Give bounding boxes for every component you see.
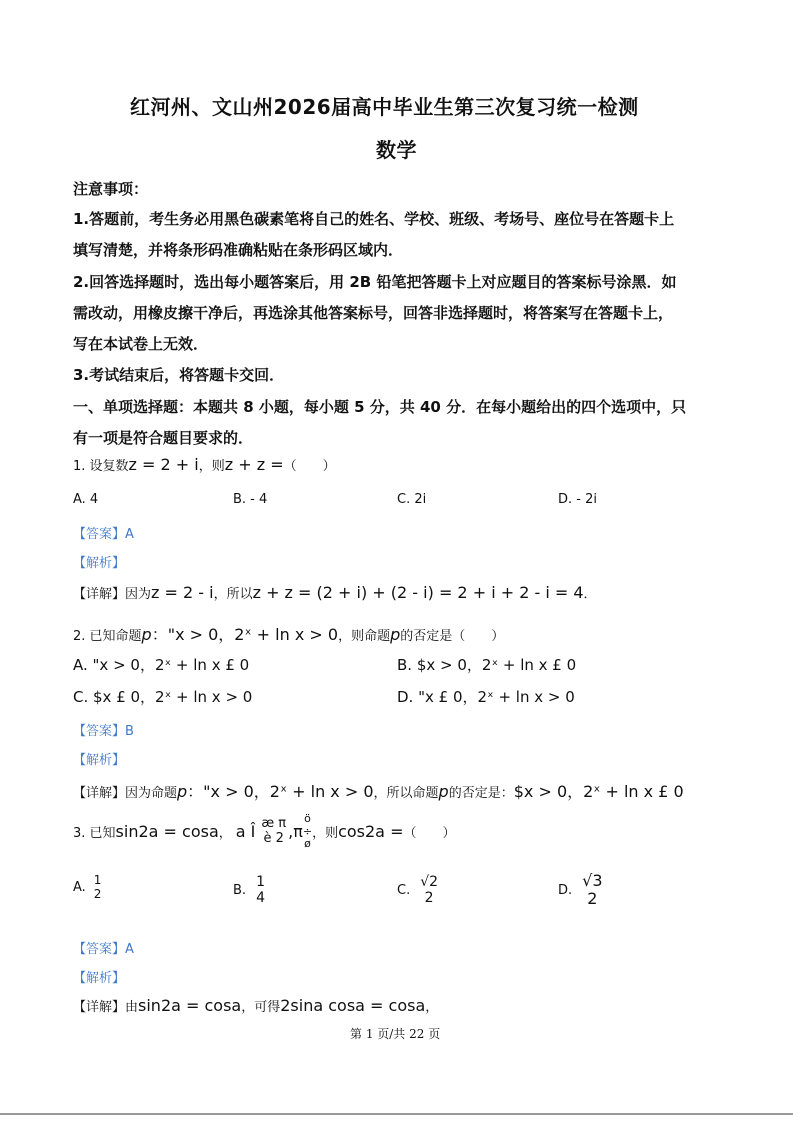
q3-detail-post: ， [425, 1000, 439, 1015]
q1-detail-mid: ，所以 [213, 587, 253, 602]
q1-math-z: z = 2 + i [128, 455, 199, 474]
q3-interval-left-bottom: è 2 [263, 830, 284, 846]
q1-math-sum: z + z = [224, 455, 284, 474]
q2-answer: 【答案】B [73, 724, 134, 739]
q3-option-a-den: 2 [93, 886, 102, 901]
q3-option-c-fraction [418, 874, 440, 906]
q2-p-symbol: p [141, 625, 152, 644]
q2-option-b: B. $x > 0，2ˣ + ln x £ 0 [397, 656, 577, 674]
q3-detail [73, 996, 438, 1015]
q3-option-c [397, 874, 440, 906]
q3-option-c-num: √2 [420, 874, 439, 890]
page-number: 第 1 页/共 22 页 [350, 1027, 441, 1041]
q1-answer: 【答案】A [73, 527, 134, 542]
q1-detail [73, 583, 597, 602]
q2-stem-pre: 2. 已知命题 [73, 629, 142, 644]
q1-stem-mid: ，则 [198, 459, 225, 474]
q1-stem-pre: 1. 设复数 [73, 459, 129, 474]
q3-option-d-den: 2 [587, 889, 598, 909]
q3-interval-left [259, 817, 288, 847]
q3-option-b [233, 874, 267, 906]
q3-interval-right-mid: ÷ [302, 824, 313, 838]
q3-interval-left-top: æ π [261, 816, 287, 832]
q3-analysis-label: 【解析】 [73, 971, 126, 986]
q1-option-b: B. - 4 [233, 492, 268, 507]
q3-option-c-label: C. [397, 882, 411, 898]
q3-option-d [558, 872, 605, 909]
q3-math-cos2a: cos2a = [338, 822, 404, 842]
q2-detail-math1: ："x > 0，2ˣ + ln x > 0 [187, 782, 374, 801]
q3-option-c-den: 2 [424, 890, 434, 907]
notice-item1-line1: 1.答题前，考生务必用黑色碳素笔将自己的姓名、学校、班级、考场号、座位号在答题卡上 [73, 210, 675, 228]
q3-math-alpha-in: a Î [235, 822, 256, 842]
q3-option-b-den: 4 [256, 890, 265, 907]
q1-detail-post: ． [583, 587, 597, 602]
subject-title: 数学 [376, 138, 417, 162]
q2-option-d: D. "x £ 0，2ˣ + ln x > 0 [397, 688, 575, 706]
q2-stem-post: 的否定是（ ） [400, 629, 505, 644]
q3-option-d-fraction [580, 872, 604, 909]
q3-option-a-label: A. [73, 880, 86, 896]
q3-interval-right-bottom: ø [304, 837, 311, 851]
q3-interval-pi: ,π [288, 822, 303, 842]
q3-option-d-num: √3 [582, 871, 603, 890]
question-3-stem [73, 813, 456, 851]
q2-detail-p-2: p [438, 782, 449, 801]
q2-option-c: C. $x £ 0，2ˣ + ln x > 0 [73, 688, 253, 706]
q3-option-d-label: D. [558, 882, 573, 898]
q3-stem-post: （ ） [403, 826, 456, 842]
exam-title: 红河州、文山州2026届高中毕业生第三次复习统一检测 [130, 95, 639, 119]
q3-option-b-fraction [254, 874, 267, 906]
bottom-divider [0, 1113, 793, 1115]
q1-analysis-label: 【解析】 [73, 556, 126, 571]
q2-detail-pre: 【详解】因为命题 [73, 786, 178, 801]
notice-item3: 3.考试结束后，将答题卡交回． [73, 366, 285, 384]
q3-stem-sep: ， [218, 826, 232, 842]
q3-stem-pre: 3. 已知 [73, 826, 116, 842]
q2-detail-mid: ，所以命题 [373, 786, 439, 801]
q1-option-d: D. - 2i [558, 492, 597, 507]
notice-item2-line1: 2.回答选择题时，选出每小题答案后，用 2B 铅笔把答题卡上对应题目的答案标号涂黑．如 [73, 273, 677, 291]
q3-interval-right [303, 813, 312, 851]
q1-detail-math2: z + z = (2 + i) + (2 - i) = 2 + i + 2 - i = 4 [252, 583, 584, 602]
q2-option-a: A. "x > 0，2ˣ + ln x £ 0 [73, 656, 250, 674]
question-2-stem [73, 622, 504, 645]
q3-option-a [73, 874, 103, 902]
q3-answer: 【答案】A [73, 942, 134, 957]
notice-heading: 注意事项： [73, 180, 149, 198]
q3-detail-math2: 2sina cosa = cosa [280, 996, 426, 1015]
q1-option-a: A. 4 [73, 492, 99, 507]
q2-detail [73, 779, 684, 802]
q3-option-b-num: 1 [256, 874, 265, 890]
q3-detail-mid: ，可得 [241, 1000, 281, 1015]
q2-p-symbol-2: p [390, 625, 401, 644]
section1-line1: 一、单项选择题：本题共 8 小题，每小题 5 分，共 40 分．在每小题给出的四个选项中，只 [73, 398, 687, 416]
q2-analysis-label: 【解析】 [73, 753, 126, 768]
q3-option-a-fraction [92, 874, 104, 902]
q3-math-equation: sin2a = cosa [115, 822, 219, 842]
q2-math-proposition: ："x > 0，2ˣ + ln x > 0 [151, 625, 339, 644]
q3-interval-right-top: ö [304, 812, 311, 825]
q2-detail-p: p [177, 782, 188, 801]
q3-option-a-num: 1 [93, 873, 102, 887]
question-1-stem [73, 455, 336, 474]
q2-detail-math2: $x > 0，2ˣ + ln x £ 0 [513, 782, 684, 801]
q3-detail-math1: sin2a = cosa [138, 996, 242, 1015]
q1-detail-pre: 【详解】因为 [73, 587, 152, 602]
q1-detail-math1: z = 2 - i [151, 583, 214, 602]
section1-line2: 有一项是符合题目要求的． [73, 429, 254, 447]
q3-stem-mid: ，则 [312, 826, 339, 842]
q3-detail-pre: 【详解】由 [73, 1000, 139, 1015]
q1-stem-post: （ ） [283, 459, 336, 474]
q2-detail-mid2: 的否定是： [448, 786, 514, 801]
q3-option-b-label: B. [233, 882, 247, 898]
q1-option-c: C. 2i [397, 492, 427, 507]
q2-stem-mid: ，则命题 [338, 629, 391, 644]
notice-item1-line2: 填写清楚，并将条形码准确粘贴在条形码区域内． [73, 241, 404, 259]
notice-item2-line2: 需改动，用橡皮擦干净后，再选涂其他答案标号，回答非选择题时，将答案写在答题卡上， [73, 304, 674, 322]
notice-item2-line3: 写在本试卷上无效． [73, 335, 209, 353]
